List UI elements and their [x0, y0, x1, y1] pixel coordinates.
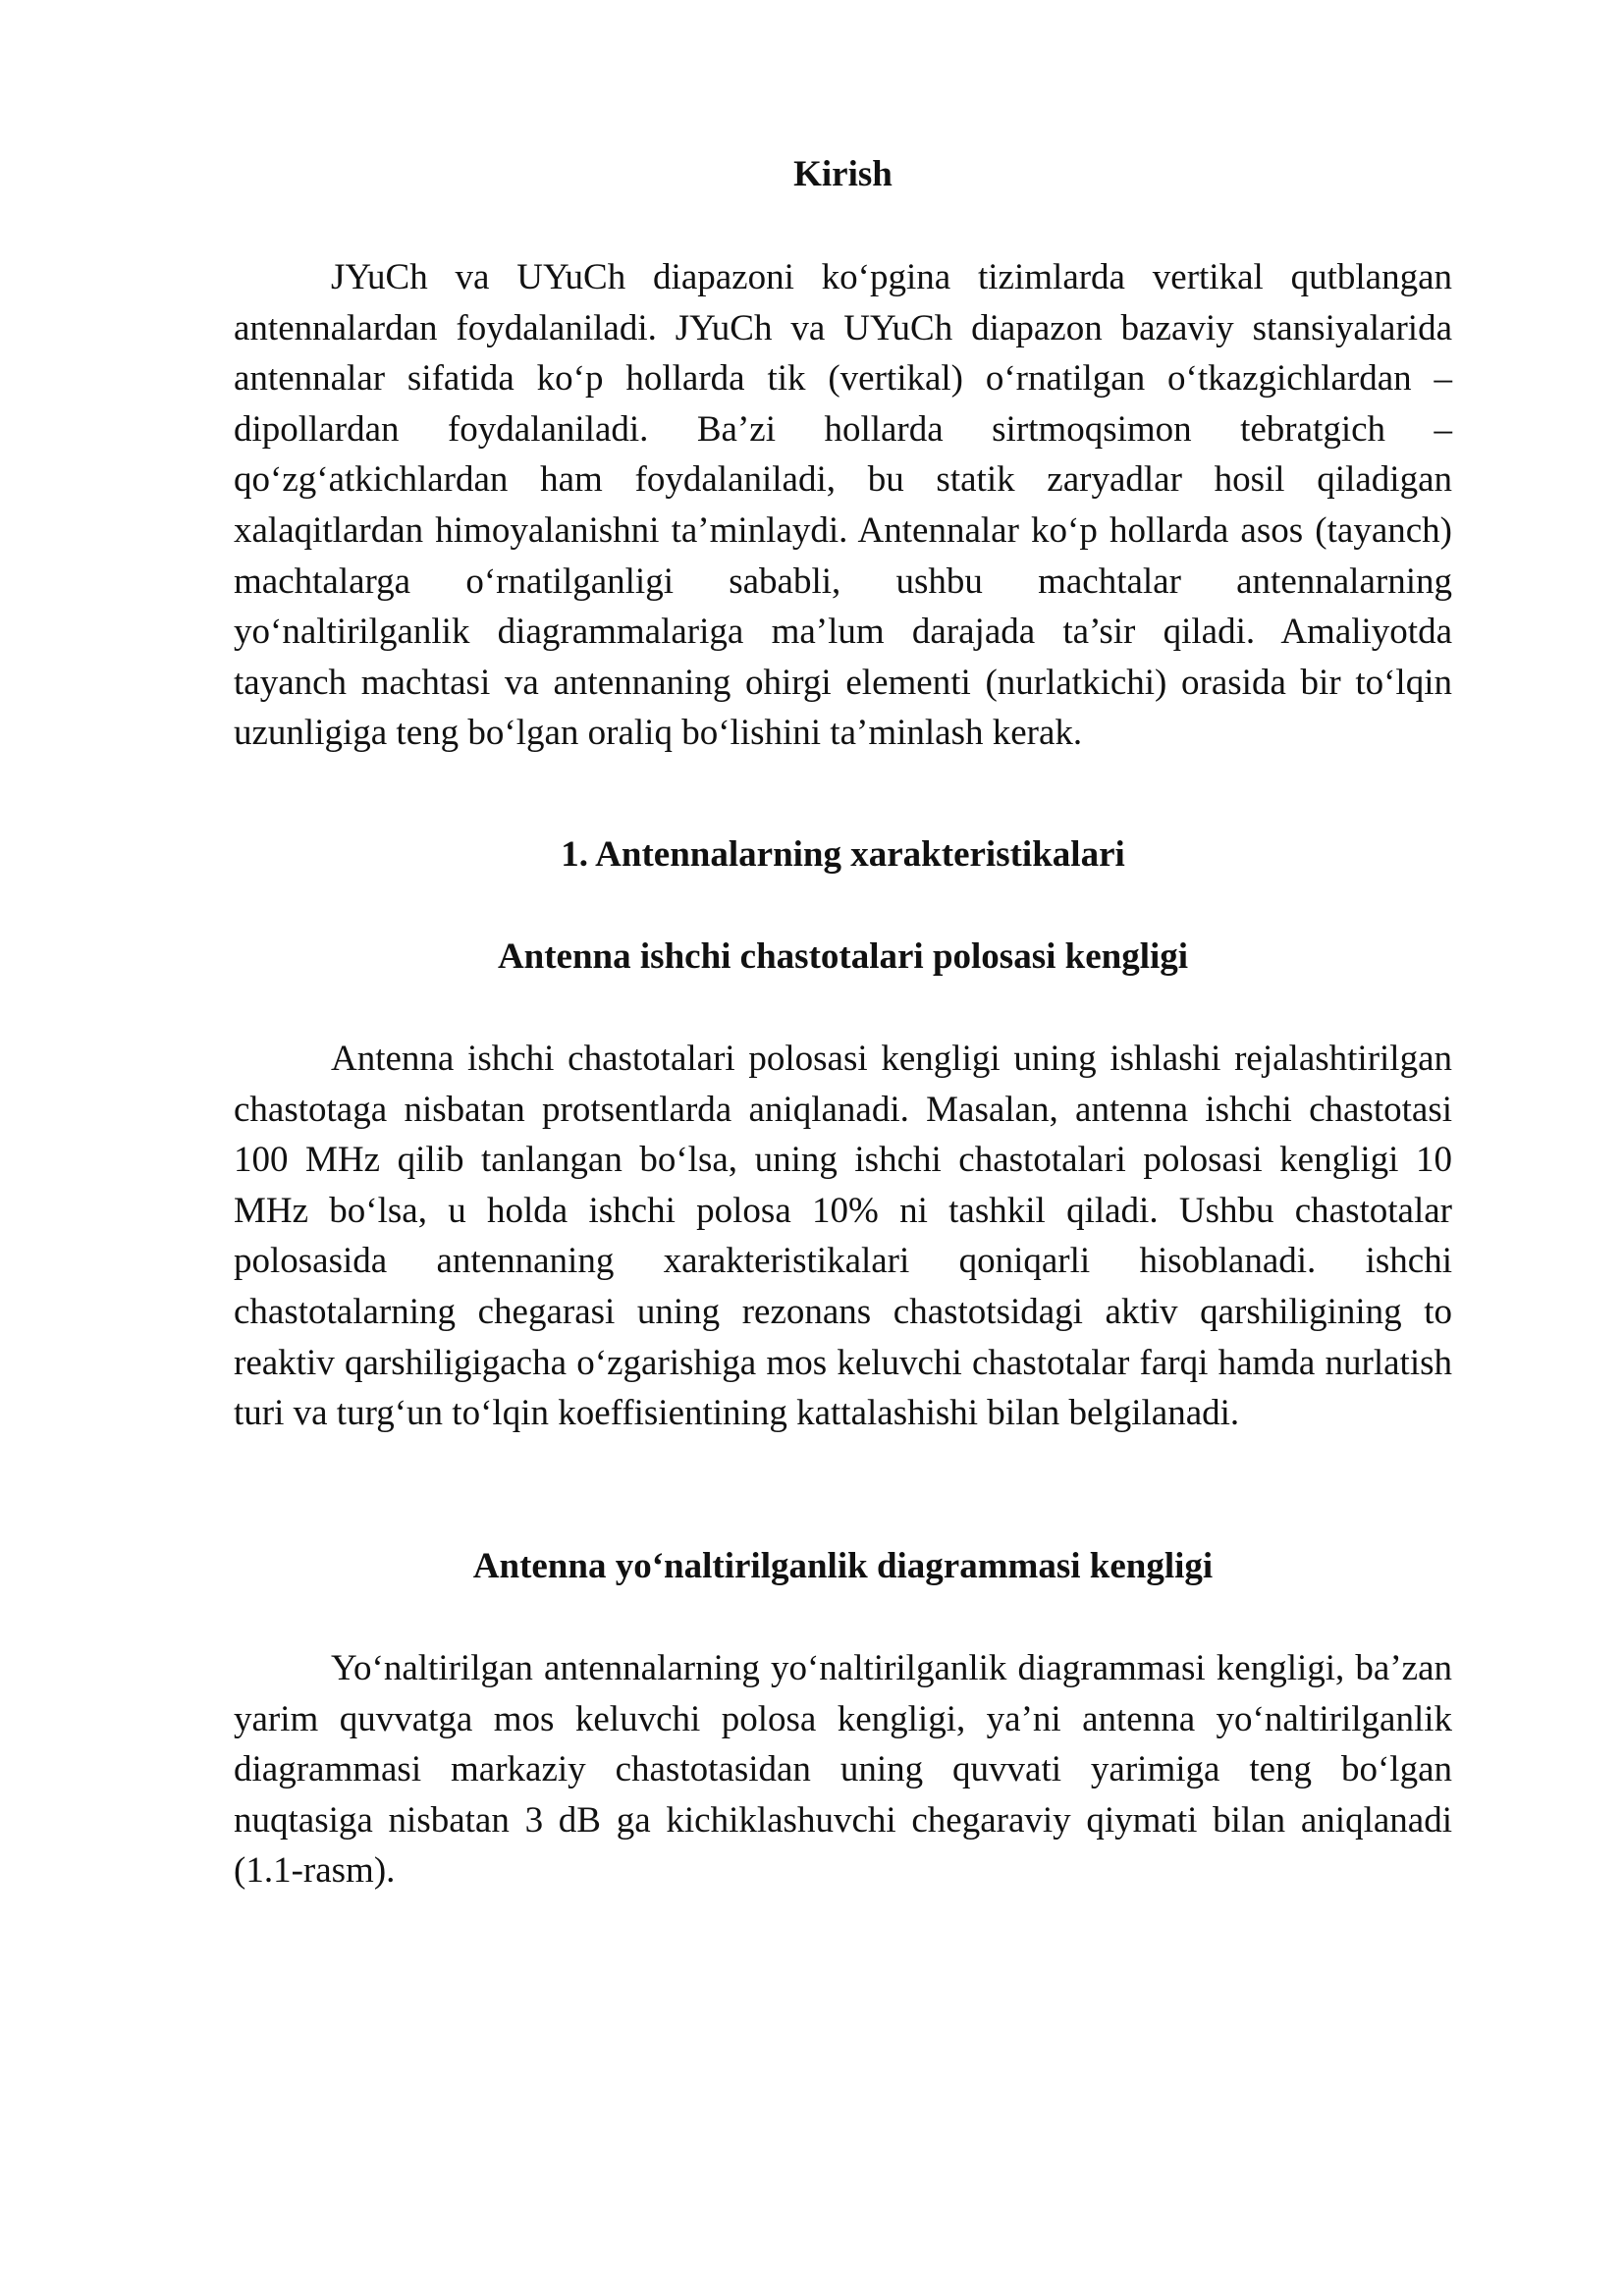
section-title: 1. Antennalarning xarakteristikalari: [561, 834, 1125, 875]
subsection-paragraph-bandwidth: Antenna ishchi chastotalari polosasi kengligi uning ishlashi rejalashtirilgan chastotaga nisbatan protsentlarda aniqlanadi. Masalan, antenna ishchi chastotasi 100 MHz qilib tanlangan bo‘lsa, uning ishchi chastotalari polosasi kengligi 10 MHz bo‘lsa, u holda ishchi polosa 10% ni tashkil qiladi. Ushbu chastotalar polosasida antennaning xarakteristikalari qoniqarli hisoblanadi. ishchi chastotalarning chegarasi uning rezonans chastotsidagi aktiv qarshiligining to reaktiv qarshiligigacha o‘zgarishiga mos keluvchi chastotalar farqi hamda nurlatish turi va turg‘un to‘lqin koeffisientining kattalashishi bilan belgilanadi.: [234, 1039, 1452, 1434]
intro-title: Kirish: [793, 154, 893, 194]
subsection-title-beamwidth: Antenna yo‘naltirilganlik diagrammasi kengligi: [472, 1546, 1214, 1586]
subsection-paragraph-beamwidth: Yo‘naltirilgan antennalarning yo‘naltirilganlik diagrammasi kengligi, ba’zan yarim quvvatga mos keluvchi polosa kengligi, ya’ni antenna yo‘naltirilganlik diagrammasi markaziy chastotasidan uning quvvati yarimiga teng bo‘lgan nuqtasiga nisbatan 3 dB ga kichiklashuvchi chegaraviy qiymati bilan aniqlanadi (1.1-rasm).: [234, 1648, 1452, 1892]
subsection-title-bandwidth: Antenna ishchi chastotalari polosasi kengligi: [497, 936, 1189, 977]
intro-paragraph: JYuCh va UYuCh diapazoni ko‘pgina tizimlarda vertikal qutblangan antennalardan foydalaniladi. JYuCh va UYuCh diapazon bazaviy stansiyalarida antennalar sifatida ko‘p hollarda tik (vertikal) o‘rnatilgan o‘tkazgichlardan – dipollardan foydalaniladi. Ba’zi hollarda sirtmoqsimon tebratgich – qo‘zg‘atkichlardan ham foydalaniladi, bu statik zaryadlar hosil qiladigan xalaqitlardan himoyalanishni ta’minlaydi. Antennalar ko‘p hollarda asos (tayanch) machtalarga o‘rnatilganligi sababli, ushbu machtalar antennalarning yo‘naltirilganlik diagrammalariga ma’lum darajada ta’sir qiladi. Amaliyotda tayanch machtasi va antennaning ohirgi elementi (nurlatkichi) orasida bir to‘lqin uzunligiga teng bo‘lgan oraliq bo‘lishini ta’minlash kerak.: [234, 257, 1452, 754]
